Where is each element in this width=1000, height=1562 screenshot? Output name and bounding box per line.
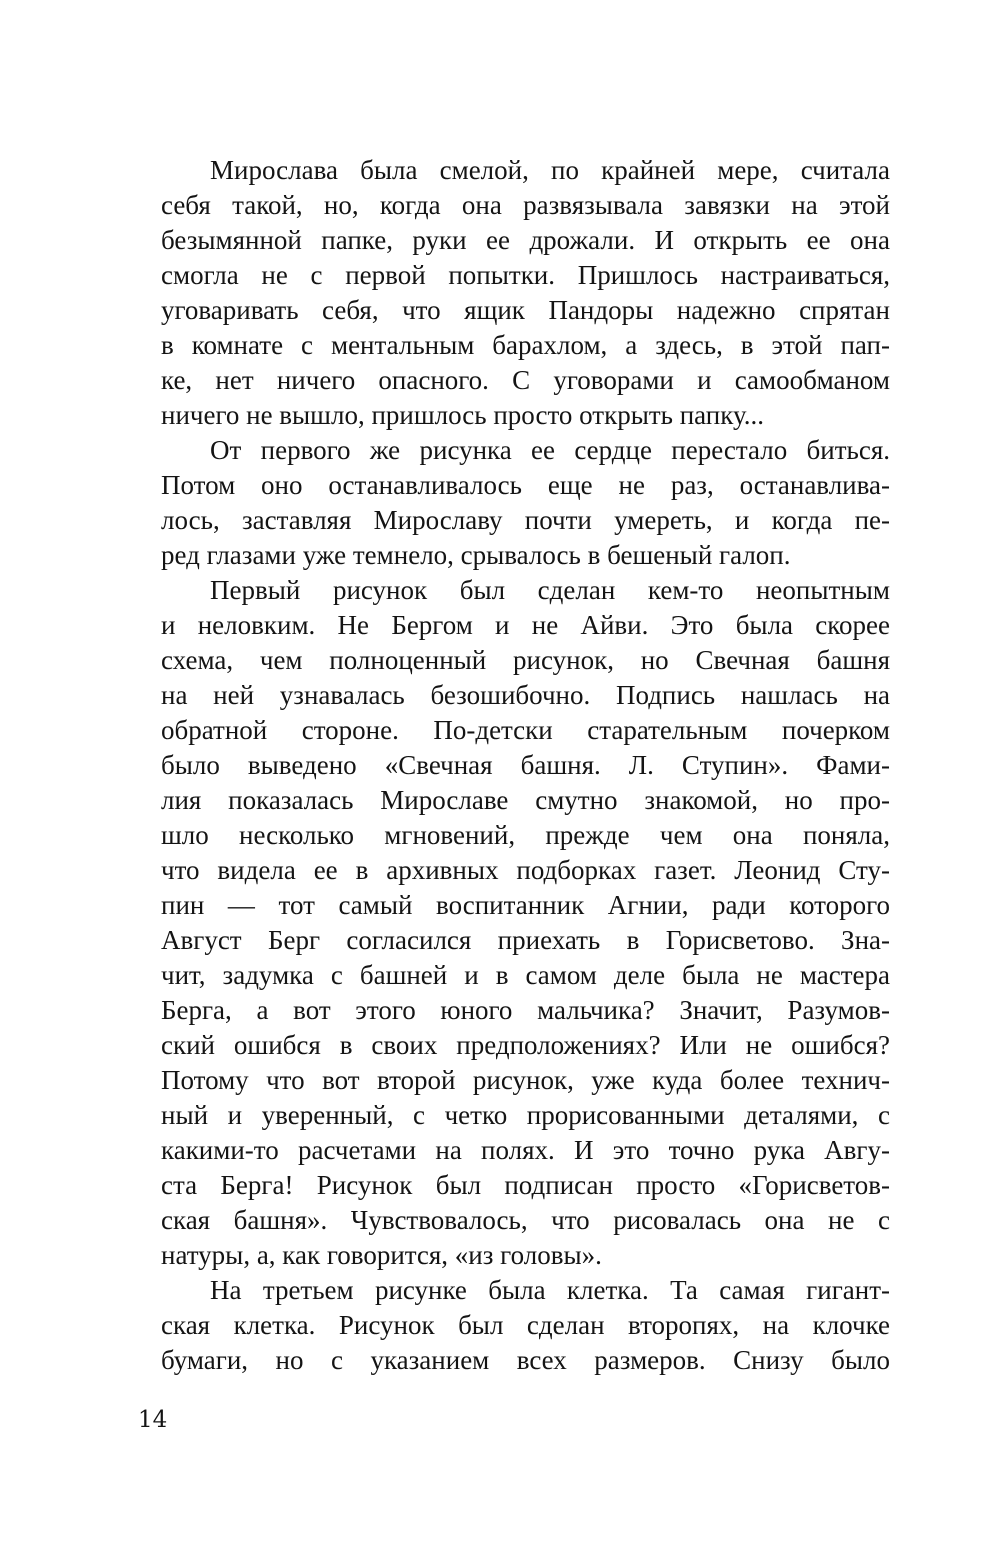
text-line: чит, задумка с башней и в самом деле была не мастера xyxy=(161,960,890,990)
paragraph xyxy=(161,433,890,573)
text-line: Берга, а вот этого юного мальчика? Значит, Разумов- xyxy=(161,995,890,1025)
text-line: схема, чем полноценный рисунок, но Свечная башня xyxy=(161,645,890,675)
text-line: натуры, а, как говорится, «из головы». xyxy=(161,1240,602,1270)
text-line: Потом оно останавливалось еще не раз, останавлива- xyxy=(161,470,890,500)
text-line: безымянной папке, руки ее дрожали. И открыть ее она xyxy=(161,225,890,255)
text-line: ред глазами уже темнело, срывалось в бешеный галоп. xyxy=(161,540,791,570)
text-line: пин — тот самый воспитанник Агнии, ради которого xyxy=(161,890,890,920)
text-line: что видела ее в архивных подборках газет. Леонид Сту- xyxy=(161,855,890,885)
text-line: ская клетка. Рисунок был сделан второпях, на клочке xyxy=(161,1310,890,1340)
text-line: смогла не с первой попытки. Пришлось настраиваться, xyxy=(161,260,890,290)
text-line: ская башня». Чувствовалось, что рисовалась она не с xyxy=(161,1205,890,1235)
page-number: 14 xyxy=(138,1407,168,1433)
page-text xyxy=(161,153,890,1378)
text-line: Мирослава была смелой, по крайней мере, считала xyxy=(210,155,890,185)
text-line: обратной стороне. По-детски старательным почерком xyxy=(161,715,890,745)
paragraph xyxy=(161,1273,890,1378)
text-line: себя такой, но, когда она развязывала завязки на этой xyxy=(161,190,890,220)
text-line: какими-то расчетами на полях. И это точно рука Авгу- xyxy=(161,1135,890,1165)
text-line: лия показалась Мирославе смутно знакомой, но про- xyxy=(161,785,890,815)
text-line: На третьем рисунке была клетка. Та самая гигант- xyxy=(210,1275,890,1305)
paragraph xyxy=(161,573,890,1273)
text-line: ский ошибся в своих предположениях? Или не ошибся? xyxy=(161,1030,890,1060)
text-line: От первого же рисунка ее сердце перестало биться. xyxy=(210,435,890,465)
text-line: Август Берг согласился приехать в Горисветово. Зна- xyxy=(161,925,890,955)
text-line: Первый рисунок был сделан кем-то неопытным xyxy=(210,575,890,605)
text-line: было выведено «Свечная башня. Л. Ступин». Фами- xyxy=(161,750,890,780)
text-line: и неловким. Не Бергом и не Айви. Это была скорее xyxy=(161,610,890,640)
text-line: ста Берга! Рисунок был подписан просто «Горисветов- xyxy=(161,1170,890,1200)
text-line: бумаги, но с указанием всех размеров. Снизу было xyxy=(161,1345,890,1375)
text-line: в комнате с ментальным барахлом, а здесь, в этой пап- xyxy=(161,330,890,360)
text-line: шло несколько мгновений, прежде чем она поняла, xyxy=(161,820,890,850)
text-line: ный и уверенный, с четко прорисованными деталями, с xyxy=(161,1100,890,1130)
text-line: Потому что вот второй рисунок, уже куда более технич- xyxy=(161,1065,890,1095)
text-line: лось, заставляя Мирославу почти умереть, и когда пе- xyxy=(161,505,890,535)
text-line: ке, нет ничего опасного. С уговорами и самообманом xyxy=(161,365,890,395)
text-line: на ней узнавалась безошибочно. Подпись нашлась на xyxy=(161,680,890,710)
text-line: ничего не вышло, пришлось просто открыть папку... xyxy=(161,400,765,430)
paragraph xyxy=(161,153,890,433)
text-line: уговаривать себя, что ящик Пандоры надежно спрятан xyxy=(161,295,890,325)
